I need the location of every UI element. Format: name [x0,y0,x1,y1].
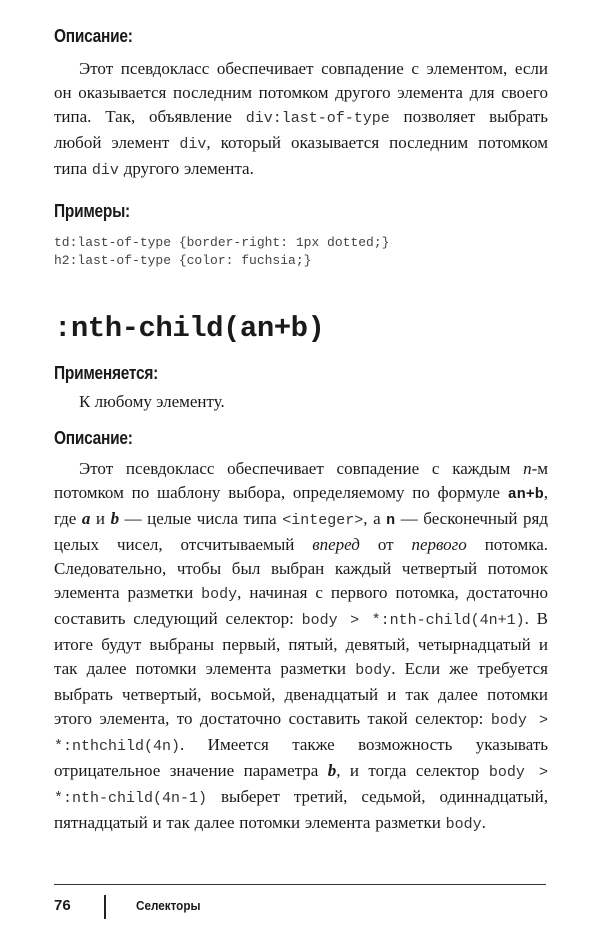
footer-divider [104,895,106,919]
chapter-title: Селекторы [136,898,201,913]
page-number: 76 [54,897,71,914]
inline-code: div [91,162,119,179]
inline-code: div [179,136,207,153]
code-line: td:last-of-type {border-right: 1px dotted;} [54,235,390,250]
formula: an+b [507,486,544,503]
examples-heading: Примеры: [54,201,130,221]
code-example-block [54,234,548,270]
inline-code: div:last-of-type [245,110,390,127]
page-content [54,0,548,837]
inline-code: body > *:nth-child(4n+1) [301,612,525,629]
code-line: h2:last-of-type {color: fuchsia;} [54,253,312,268]
description-paragraph: Этот псевдокласс обеспечивает совпадение с каждым n-м потомком по шаблону выбора, определяемому по формуле an+b, где a и b — целые числа типа <integer>, а n — бесконечный ряд целых чисел, отсчитываемый вперед от первого потомка. Следовательно, чтобы был выбран каждый четвертый потомок элемента разметки body, начиная с первого потомка, достаточно составить следующий селектор: body > *:nth-child(4n+1). В итоге будут выбраны первый, пятый, девятый, четырнадцатый и так далее потомки элемента разметки body. Если же требуется выбрать четвертый, восьмой, двенадцатый и так далее потомки этого элемента, то достаточно составить такой селектор: body > *:nthchild(4n). Имеется также возможность указывать отрицательное значение параметра b, и тогда селектор body > *:nth-child(4n-1) выберет третий, седьмой, одиннадцатый, пятнадцатый и так далее потомки элемента разметки body. [54,459,549,833]
description-heading: Описание: [54,428,133,448]
inline-code: body > *:nth-child(4n-1) [54,764,549,807]
page-footer [54,884,546,925]
inline-code: body > *:nthchild(4n) [54,712,548,755]
description-paragraph-top: Этот псевдокласс обеспечивает совпадение с элементом, если он оказывается последним потомком другого элемента для своего типа. Так, объявление div:last-of-type позволяет выбрать любой элемент div, который оказывается последним потомком типа div другого элемента. [54,59,549,179]
section-title: :nth-child(an+b) [54,312,325,345]
applies-heading: Применяется: [54,363,159,383]
description-heading-top: Описание: [54,26,133,46]
applies-text: К любому элементу. [79,392,225,411]
